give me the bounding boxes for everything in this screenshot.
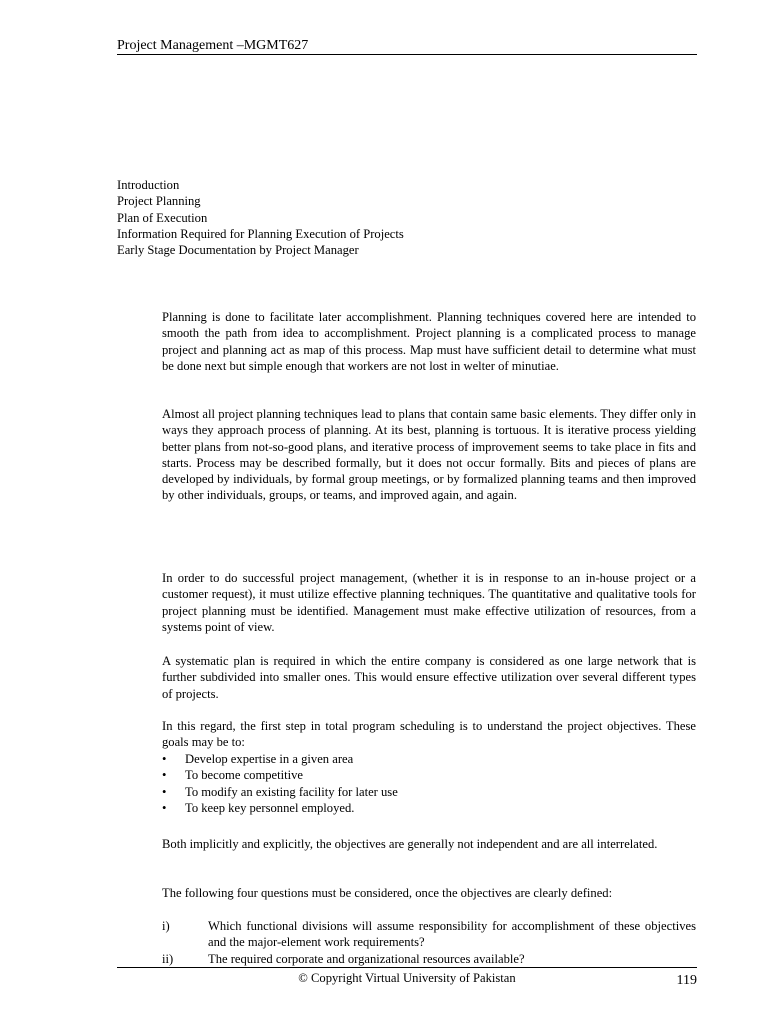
bullet-icon: • [162, 800, 167, 815]
paragraph-7-block [162, 885, 696, 901]
list-item: • To become competitive [162, 768, 304, 783]
topic-item: Introduction [117, 178, 180, 192]
question-number: i) [162, 919, 170, 933]
topic-item: Early Stage Documentation by Project Manager [117, 243, 359, 258]
footer-divider [117, 967, 697, 968]
paragraph: Planning is done to facilitate later accomplishment. Planning techniques covered here are intended to smooth the path from idea to accomplishment. Project planning is a complicated process to manage project and planning act as map of this process. Map must have sufficient detail to determine what must be done next but simple enough that workers are not lost in welter of minutiae. [162, 310, 696, 373]
bullet-icon: • [162, 784, 167, 799]
page-number: 119 [676, 973, 697, 988]
objectives-list [162, 751, 696, 816]
topic-item: Information Required for Planning Execution of Projects [117, 226, 404, 241]
copyright-text: © Copyright Virtual University of Pakistan [298, 971, 516, 985]
topic-list [117, 177, 617, 258]
list-item: • Develop expertise in a given area [162, 752, 354, 766]
question-item: ii) The required corporate and organizational resources available? [162, 951, 525, 966]
paragraph-6-block [162, 836, 696, 852]
list-item: • To modify an existing facility for later use [162, 784, 398, 799]
topic-item: Project Planning [117, 194, 201, 209]
topic-item: Plan of Execution [117, 210, 208, 225]
paragraph-1-block [162, 309, 696, 374]
question-item: i) Which functional divisions will assume responsibility for accomplishment of these objectives and the major-element work requirements? [162, 919, 696, 950]
bullet-icon: • [162, 768, 167, 783]
paragraph: In this regard, the first step in total program scheduling is to understand the project objectives. These goals may be to: [162, 719, 696, 750]
page-header: Project Management –MGMT627 [117, 37, 697, 55]
paragraph-5-block [162, 718, 696, 751]
paragraph: A systematic plan is required in which the entire company is considered as one large network that is further subdivided into smaller ones. This would ensure effective utilization over several different types of projects. [162, 654, 696, 701]
bullet-icon: • [162, 752, 167, 766]
paragraph: Almost all project planning techniques lead to plans that contain same basic elements. They differ only in ways they approach process of planning. At its best, planning is tortuous. It is iterative process yielding better plans from not-so-good plans, and iterative process of improvement seems to take place in fits and starts. Process may be described formally, but it does not occur formally. Bits and pieces of plans are developed by individuals, by formal group meetings, or by formalized planning teams and then improved by other individuals, groups, or teams, and improved again, and again. [162, 407, 696, 503]
question-number: ii) [162, 951, 174, 966]
paragraph: In order to do successful project management, (whether it is in response to an in-house project or a customer request), it must utilize effective planning techniques. The quantitative and qualitative tools for project planning must be identified. Management must make effective utilization of resources, from a systems point of view. [162, 571, 696, 634]
paragraph: The following four questions must be considered, once the objectives are clearly defined: [162, 886, 613, 900]
list-item: • To keep key personnel employed. [162, 800, 355, 815]
paragraph-3-block [162, 570, 696, 635]
paragraph-2-block [162, 406, 696, 504]
paragraph: Both implicitly and explicitly, the objectives are generally not independent and are all interrelated. [162, 837, 658, 851]
page-footer [117, 970, 697, 988]
paragraph-4-block [162, 653, 696, 702]
questions-list [162, 918, 696, 967]
